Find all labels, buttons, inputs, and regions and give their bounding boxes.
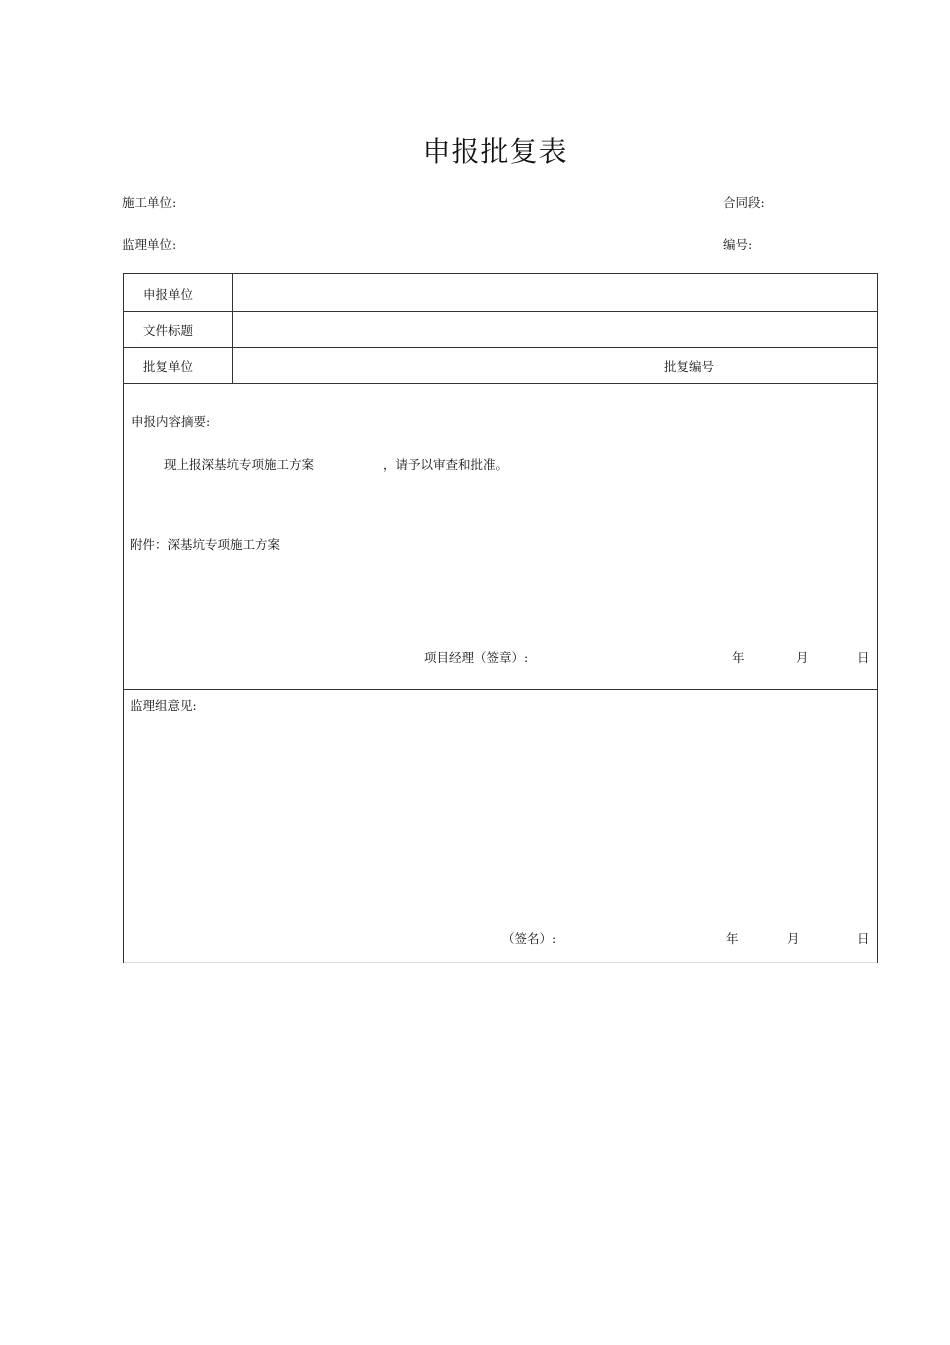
supervision-year-label: 年 xyxy=(726,931,739,946)
applicant-unit-label: 申报单位 xyxy=(143,287,194,302)
approval-number-label: 批复编号 xyxy=(664,359,715,374)
applicant-unit-field[interactable] xyxy=(234,275,874,310)
construction-unit-label: 施工单位: xyxy=(122,195,177,210)
document-title-label: 文件标题 xyxy=(143,323,194,338)
summary-label: 申报内容摘要: xyxy=(131,414,211,429)
supervision-sign-label: （签名）: xyxy=(502,931,557,946)
document-title-field[interactable] xyxy=(234,312,874,347)
summary-year-label: 年 xyxy=(732,650,745,665)
row-divider xyxy=(124,383,877,384)
supervision-day-label: 日 xyxy=(857,931,870,946)
supervision-opinion-field[interactable] xyxy=(132,714,867,914)
supervision-month-label: 月 xyxy=(787,931,800,946)
summary-text-part2: ，请予以审查和批准。 xyxy=(383,457,509,472)
manager-sign-label: 项目经理（签章）: xyxy=(424,650,529,665)
summary-day-label: 日 xyxy=(857,650,870,665)
column-divider xyxy=(232,274,233,383)
summary-month-label: 月 xyxy=(796,650,809,665)
row-divider xyxy=(124,689,877,690)
number-label: 编号: xyxy=(723,237,753,252)
attachment-text: 附件：深基坑专项施工方案 xyxy=(130,537,281,552)
contract-section-label: 合同段: xyxy=(723,195,765,210)
summary-text-part1: 现上报深基坑专项施工方案 xyxy=(164,457,315,472)
row-divider xyxy=(124,347,877,348)
supervision-opinion-label: 监理组意见: xyxy=(130,698,197,713)
approval-unit-label: 批复单位 xyxy=(143,359,194,374)
approval-form-table xyxy=(123,273,878,963)
supervision-unit-label: 监理单位: xyxy=(122,237,177,252)
page-title: 申报批复表 xyxy=(422,135,568,168)
table-bottom-edge xyxy=(124,962,877,963)
